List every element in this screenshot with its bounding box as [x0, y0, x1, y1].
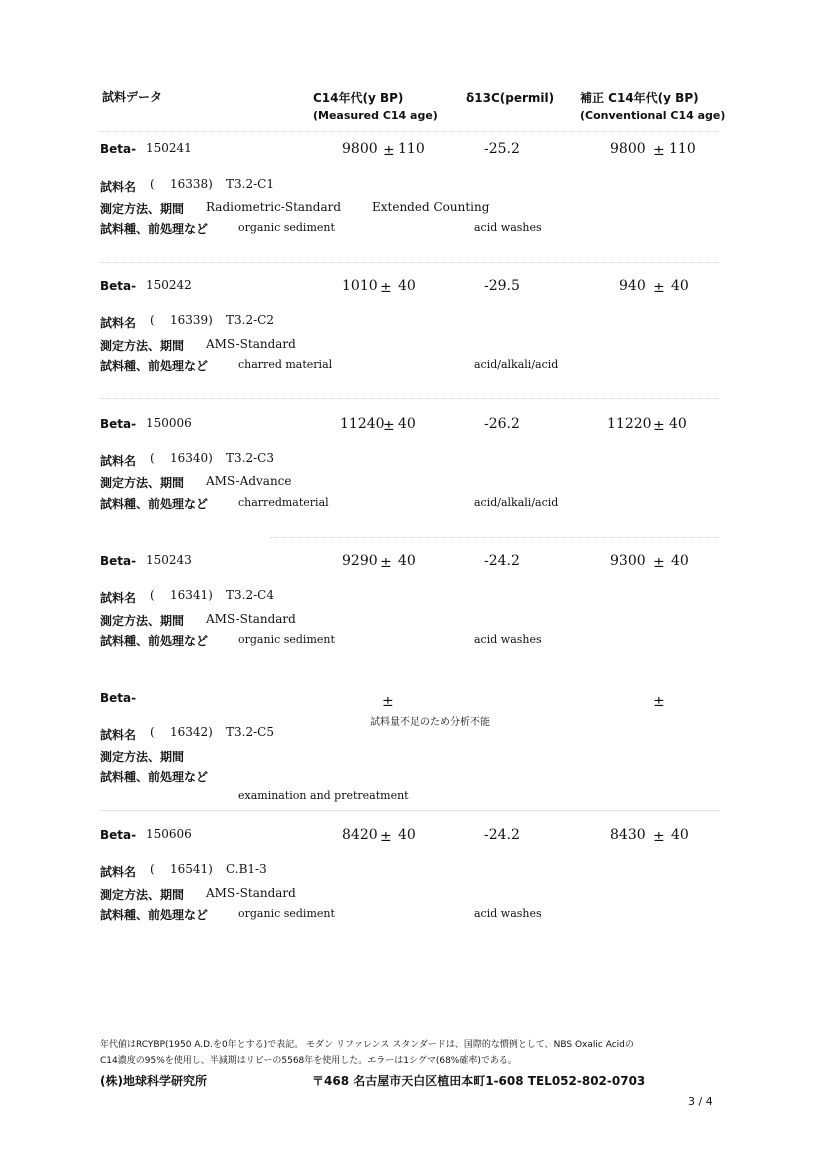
- c14-error: 40: [398, 553, 416, 569]
- company-address: 〒468 名古屋市天白区植田本町1-608 TEL052-802-0703: [312, 1074, 646, 1088]
- method-value: Radiometric-Standard: [206, 200, 342, 214]
- sample-code: 16338): [170, 177, 213, 191]
- delta13c-value: -24.2: [484, 553, 520, 569]
- delta13c-value: -26.2: [484, 416, 520, 432]
- beta-number: 150243: [146, 553, 192, 567]
- sample-name: T3.2-C4: [226, 588, 274, 602]
- conv-age: 11220: [607, 416, 652, 432]
- paren-open: (: [150, 862, 155, 876]
- footnote-line-1: 年代値はRCYBP(1950 A.D.を0年とする)で表記。 モダン リファレンス スタンダードは、国際的な慣例として、NBS Oxalic Acidの: [100, 1040, 634, 1050]
- header-c14-age-en: (Measured C14 age): [313, 109, 438, 122]
- plus-minus: ±: [380, 829, 392, 845]
- sample-name: T3.2-C3: [226, 451, 274, 465]
- treatment-value: acid washes: [474, 633, 542, 646]
- method-value: AMS-Standard: [206, 612, 296, 626]
- divider: [100, 398, 720, 399]
- paren-open: (: [150, 177, 155, 191]
- beta-number: 150006: [146, 416, 192, 430]
- divider: [100, 131, 720, 132]
- material-value: organic sediment: [238, 221, 335, 234]
- header-sample-data: 試料データ: [102, 90, 163, 104]
- delta13c-value: -29.5: [484, 278, 520, 294]
- exam-note: examination and pretreatment: [238, 789, 409, 802]
- material-value: charred material: [238, 358, 333, 371]
- sample-name-label: 試料名: [100, 591, 137, 605]
- material-value: organic sediment: [238, 633, 335, 646]
- sample-name-label: 試料名: [100, 728, 137, 742]
- treatment-value: acid/alkali/acid: [474, 496, 559, 509]
- divider: [270, 537, 720, 538]
- sample-name-label: 試料名: [100, 454, 137, 468]
- c14-age: 9800: [342, 141, 378, 157]
- plus-minus: ±: [382, 694, 394, 710]
- conv-age: 8430: [610, 827, 646, 843]
- paren-open: (: [150, 313, 155, 327]
- treatment-value: acid washes: [474, 221, 542, 234]
- pretreatment-label: 試料種、前処理など: [100, 497, 209, 511]
- sample-code: 16341): [170, 588, 213, 602]
- sample-code: 16541): [170, 862, 213, 876]
- c14-age: 8420: [342, 827, 378, 843]
- pretreatment-label: 試料種、前処理など: [100, 634, 209, 648]
- company-name: (株)地球科学研究所: [100, 1074, 207, 1088]
- plus-minus: ±: [383, 143, 395, 159]
- conv-age: 9300: [610, 553, 646, 569]
- pretreatment-label: 試料種、前処理など: [100, 770, 209, 784]
- conv-error: 40: [671, 827, 689, 843]
- header-conv-age: 補正 C14年代(y BP): [580, 91, 699, 105]
- plus-minus: ±: [653, 418, 665, 434]
- material-value: charredmaterial: [238, 496, 329, 509]
- sample-name: T3.2-C5: [226, 725, 274, 739]
- material-value: organic sediment: [238, 907, 335, 920]
- paren-open: (: [150, 588, 155, 602]
- beta-label: Beta-: [100, 279, 137, 293]
- beta-label: Beta-: [100, 417, 137, 431]
- plus-minus: ±: [653, 143, 665, 159]
- method-value: AMS-Advance: [206, 474, 292, 488]
- paren-open: (: [150, 451, 155, 465]
- method-label: 測定方法、期間: [100, 476, 185, 490]
- sample-name-label: 試料名: [100, 865, 137, 879]
- footnote-line-2: C14濃度の95%を使用し、半減期はリビーの5568年を使用した。エラーは1シグマ(68%確率)である。: [100, 1056, 517, 1066]
- c14-error: 40: [398, 827, 416, 843]
- plus-minus: ±: [380, 555, 392, 571]
- header-conv-age-en: (Conventional C14 age): [580, 109, 726, 122]
- method-label: 測定方法、期間: [100, 888, 185, 902]
- method-label: 測定方法、期間: [100, 750, 185, 764]
- method-label: 測定方法、期間: [100, 614, 185, 628]
- treatment-value: acid washes: [474, 907, 542, 920]
- delta13c-value: -25.2: [484, 141, 520, 157]
- beta-label: Beta-: [100, 142, 137, 156]
- paren-open: (: [150, 725, 155, 739]
- header-c14-age: C14年代(y BP): [313, 91, 404, 105]
- plus-minus: ±: [653, 694, 665, 710]
- beta-number: 150242: [146, 278, 192, 292]
- c14-error: 40: [398, 278, 416, 294]
- conv-error: 40: [671, 553, 689, 569]
- sample-name: T3.2-C1: [226, 177, 274, 191]
- insufficient-sample-note: 試料量不足のため分析不能: [370, 717, 490, 728]
- pretreatment-label: 試料種、前処理など: [100, 359, 209, 373]
- divider: [100, 262, 720, 263]
- conv-age: 940: [619, 278, 646, 294]
- delta13c-value: -24.2: [484, 827, 520, 843]
- c14-age: 9290: [342, 553, 378, 569]
- method-value: AMS-Standard: [206, 337, 296, 351]
- method-label: 測定方法、期間: [100, 202, 185, 216]
- method-value: AMS-Standard: [206, 886, 296, 900]
- conv-error: 40: [671, 278, 689, 294]
- divider: [100, 810, 720, 811]
- sample-code: 16339): [170, 313, 213, 327]
- method-label: 測定方法、期間: [100, 339, 185, 353]
- beta-number: 150241: [146, 141, 192, 155]
- sample-name-label: 試料名: [100, 316, 137, 330]
- c14-age: 1010: [342, 278, 378, 294]
- plus-minus: ±: [653, 829, 665, 845]
- beta-label: Beta-: [100, 828, 137, 842]
- c14-age: 11240: [340, 416, 385, 432]
- plus-minus: ±: [383, 418, 395, 434]
- conv-error: 40: [669, 416, 687, 432]
- beta-number: 150606: [146, 827, 192, 841]
- sample-name-label: 試料名: [100, 180, 137, 194]
- sample-name: T3.2-C2: [226, 313, 274, 327]
- sample-name: C.B1-3: [226, 862, 267, 876]
- header-delta13c: δ13C(permil): [466, 91, 555, 105]
- plus-minus: ±: [653, 280, 665, 296]
- c14-error: 40: [398, 416, 416, 432]
- beta-label: Beta-: [100, 691, 137, 705]
- pretreatment-label: 試料種、前処理など: [100, 908, 209, 922]
- c14-error: 110: [398, 141, 425, 157]
- method-note: Extended Counting: [372, 200, 490, 214]
- plus-minus: ±: [380, 280, 392, 296]
- beta-label: Beta-: [100, 554, 137, 568]
- pretreatment-label: 試料種、前処理など: [100, 222, 209, 236]
- conv-age: 9800: [610, 141, 646, 157]
- treatment-value: acid/alkali/acid: [474, 358, 559, 371]
- sample-code: 16340): [170, 451, 213, 465]
- page-number: 3 / 4: [688, 1095, 713, 1108]
- sample-code: 16342): [170, 725, 213, 739]
- plus-minus: ±: [653, 555, 665, 571]
- conv-error: 110: [669, 141, 696, 157]
